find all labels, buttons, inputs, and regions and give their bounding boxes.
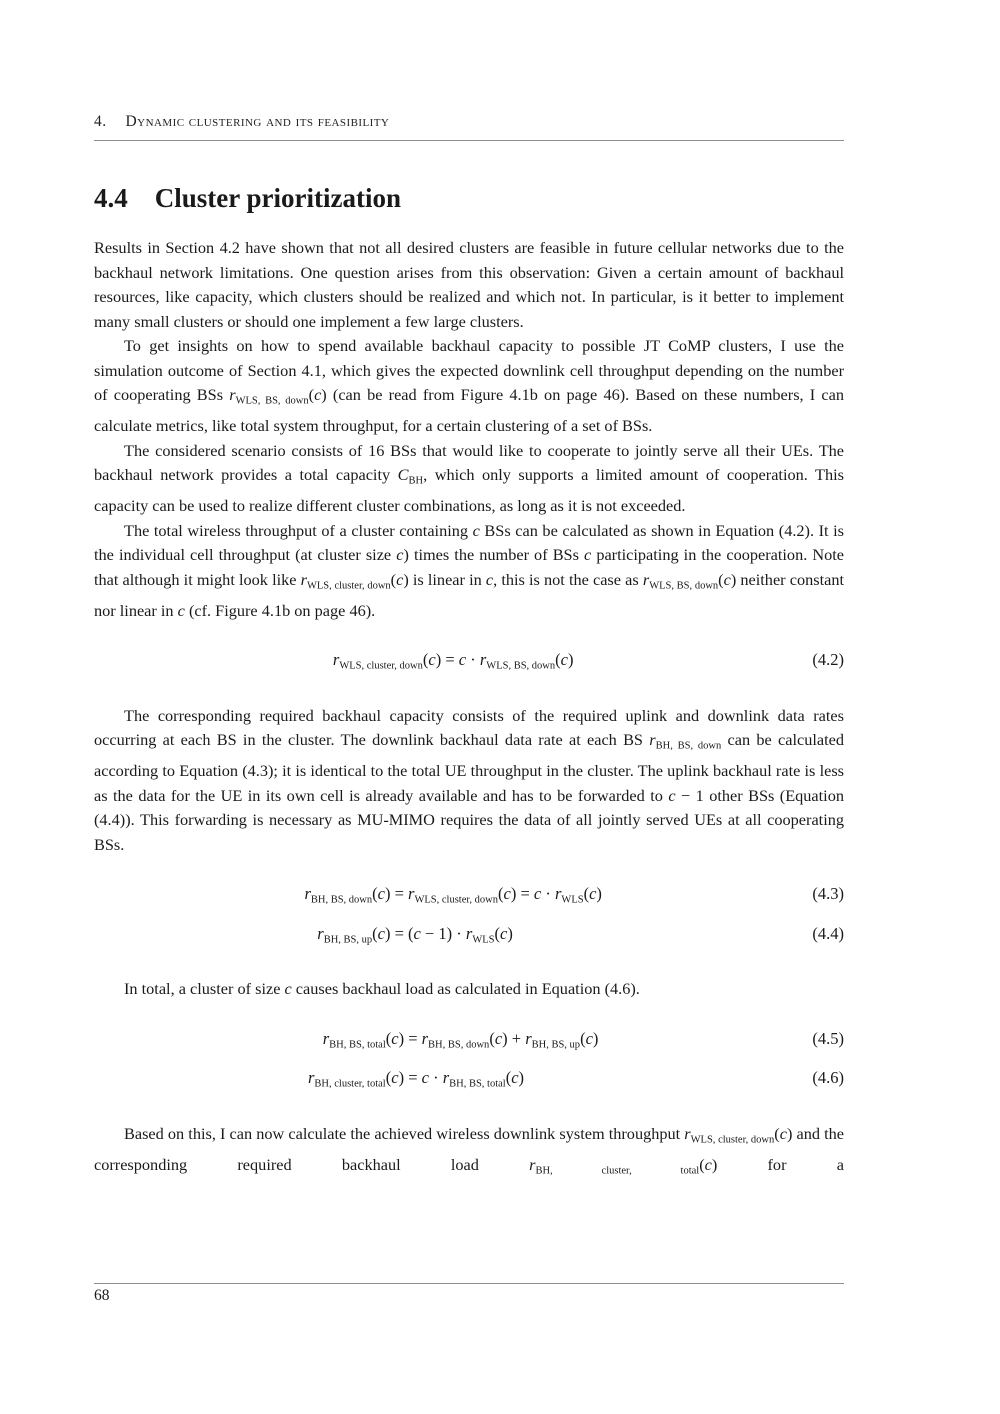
math-variable: r	[465, 923, 473, 943]
equation-rhs: = $(c - 1) \cdot r_{WLS}(c)$	[390, 923, 513, 945]
equation-rhs: = $r_{WLS, cluster, down}(c) = c \cdot r_{WLS}(c)$	[390, 884, 602, 906]
math-variable: c	[377, 884, 385, 903]
equation-rhs: = $r_{BH, BS, down}(c) + r_{BH, BS, up}(c)$	[404, 1028, 599, 1050]
math-variable: r	[332, 650, 340, 669]
math-variable: r	[304, 884, 311, 903]
paragraph: The total wireless throughput of a cluster containing c BSs can be calculated as shown in Equation (4.2). It is the individual cell throughput (at cluster size c) times the number of BSs c participating in the cooperation. Note that although it might look like $r_{WLS, cluster, down}(c)$ is linear in c, this is not the case as $r_{WLS, BS, down}(c)$ neither constant nor linear in c (cf. Figure 4.1b on page 46).	[94, 520, 845, 620]
paragraph: The considered scenario consists of 16 BSs that would like to cooperate to jointly serve all their UEs. The backhaul network provides a total capacity $C_{BH}$, which only supports a limited amount of cooperation. This capacity can be used to realize different cluster combinations, as long as it is not exceeded.	[94, 440, 844, 515]
math-variable: r	[642, 569, 650, 589]
math-subscript: WLS, cluster, down	[414, 894, 499, 906]
running-header-title: Dynamic clustering and its feasibility	[125, 113, 390, 130]
math-variable: c	[396, 569, 404, 589]
math-subscript: WLS	[561, 894, 584, 906]
math-variable: c	[584, 545, 592, 564]
paragraph: To get insights on how to spend available backhaul capacity to possible JT CoMP clusters, I use the simulation outcome of Section 4.1, which gives the expected downlink cell throughput depending on the number of cooperating BSs $r_{WLS, BS, down}(c)$ (can be read from Figure 4.1b on page 46). Based on these numbers, I can calculate metrics, like total system throughput, for a certain clustering of a set of BSs.	[94, 336, 844, 435]
math-subscript: BH, BS, total	[449, 1078, 506, 1090]
math-variable: c	[503, 884, 511, 903]
math-variable: c	[511, 1068, 519, 1087]
equation-lhs: $r_{WLS, cluster, down}(c)$	[332, 650, 442, 672]
page-number: 68	[94, 1287, 110, 1304]
equation-group	[94, 1027, 844, 1097]
math-variable: c	[485, 569, 494, 589]
paragraph: The corresponding required backhaul capacity consists of the required uplink and downlink data rates occurring at each BS in the cluster. The downlink backhaul data rate at each BS $r_{BH, BS, down}$ can be calculated according to Equation (4.3); it is identical to the total UE throughput in the cluster. The uplink backhaul rate is less as the data for the UE in its own cell is already available and has to be forwarded to c − 1 other BSs (Equation (4.4)). This forwarding is necessary as MU-MIMO requires the data of all jointly served UEs at all cooperating BSs.	[94, 705, 845, 854]
paragraph: Based on this, I can now calculate the achieved wireless downlink system throughput $r_{WLS, cluster, down}(c)$ and the corresponding required backhaul load $r_{BH, cluster, total}(c)$ for a	[94, 1123, 844, 1176]
math-variable: c	[391, 1068, 399, 1087]
equation-lhs: $r_{BH, BS, down}(c)$	[304, 884, 391, 906]
paragraph: In total, a cluster of size c causes backhaul load as calculated in Equation (4.6).	[124, 979, 640, 998]
math-variable: r	[317, 923, 324, 943]
math-variable: c	[585, 1028, 593, 1048]
math-variable: r	[684, 1123, 691, 1143]
math-variable: r	[408, 884, 415, 903]
math-variable: r	[322, 1028, 330, 1048]
math-variable: c	[494, 1028, 503, 1048]
math-variable: c	[413, 923, 421, 943]
page-footer	[94, 1283, 844, 1305]
math-variable: r	[555, 884, 562, 903]
equation-group	[94, 648, 844, 679]
math-variable: r	[525, 1028, 532, 1048]
math-variable: c	[177, 600, 185, 620]
section-title: Cluster prioritization	[154, 183, 401, 213]
section-heading	[94, 183, 844, 213]
math-subscript: BH, BS, total	[329, 1039, 386, 1050]
math-variable: c	[500, 923, 508, 943]
math-variable: c	[377, 923, 385, 943]
equation-lhs: $r_{BH, BS, up}(c)$	[317, 923, 391, 945]
math-subscript: BH, BS, down	[428, 1039, 490, 1050]
math-variable: c	[284, 979, 292, 998]
math-variable: c	[533, 884, 542, 903]
math-variable: c	[589, 884, 597, 903]
math-variable: r	[421, 1028, 429, 1048]
equation-number: (4.6)	[812, 1068, 844, 1087]
math-subscript: BH, BS, up	[531, 1039, 581, 1050]
text-column	[94, 183, 844, 1184]
equation-number: (4.2)	[812, 650, 844, 669]
math-variable: r	[649, 730, 656, 749]
math-variable: c	[704, 1154, 712, 1174]
equation-group	[94, 882, 844, 952]
math-variable: c	[314, 385, 322, 404]
equation-number: (4.3)	[812, 884, 844, 903]
running-header-chapter-number: 4.	[94, 113, 107, 130]
math-subscript: WLS, cluster, down	[690, 1134, 775, 1145]
math-variable: r	[479, 650, 487, 669]
math-variable: c	[396, 545, 404, 564]
math-variable: c	[668, 785, 676, 805]
math-variable: r	[300, 569, 307, 589]
running-header	[94, 113, 844, 141]
math-variable: r	[529, 1154, 536, 1174]
math-subscript: BH, BS, up	[323, 934, 373, 945]
math-subscript: WLS, BS, down	[649, 580, 719, 591]
section-number: 4.4	[94, 183, 128, 213]
equation-lhs: $r_{BH, cluster, total}(c)$	[307, 1068, 405, 1090]
equation-number: (4.5)	[812, 1028, 844, 1048]
equation-rhs: = $c \cdot r_{WLS, BS, down}(c)$	[441, 650, 574, 672]
math-variable: c	[458, 650, 467, 669]
math-subscript: BH, cluster, total	[535, 1165, 700, 1176]
math-variable: r	[442, 1068, 450, 1087]
math-subscript: WLS	[472, 934, 495, 945]
math-subscript: BH	[408, 475, 424, 487]
paragraph: Results in Section 4.2 have shown that not all desired clusters are feasible in future cellular networks due to the backhaul network limitations. One question arises from this observation: Given a certain amount of backhaul resources, like capacity, which clusters should be realized and which not. In particular, is it better to implement many small clusters or should one implement a few large clusters.	[94, 238, 844, 331]
math-variable: c	[779, 1123, 787, 1143]
body-content	[94, 236, 844, 1184]
equation-rhs: = $c \cdot r_{BH, BS, total}(c)$	[404, 1068, 525, 1090]
math-subscript: WLS, BS, down	[486, 660, 556, 672]
math-subscript: BH, BS, down	[310, 894, 373, 906]
math-variable: c	[560, 650, 568, 669]
math-variable: r	[229, 385, 236, 404]
equation-lhs: $r_{BH, BS, total}(c)$	[322, 1028, 405, 1050]
math-variable: c	[428, 650, 436, 669]
math-variable: r	[307, 1068, 315, 1087]
math-variable: c	[472, 520, 480, 540]
math-subscript: BH, cluster, total	[314, 1078, 386, 1090]
equation-number: (4.4)	[812, 923, 844, 943]
math-subscript: WLS, cluster, down	[306, 580, 391, 591]
math-variable: c	[723, 569, 731, 589]
math-variable: c	[391, 1028, 399, 1048]
math-variable: C	[397, 465, 409, 484]
math-subscript: WLS, cluster, down	[339, 660, 423, 672]
math-subscript: WLS, BS, down	[235, 395, 309, 407]
math-subscript: BH, BS, down	[655, 740, 722, 752]
math-variable: c	[421, 1068, 429, 1087]
